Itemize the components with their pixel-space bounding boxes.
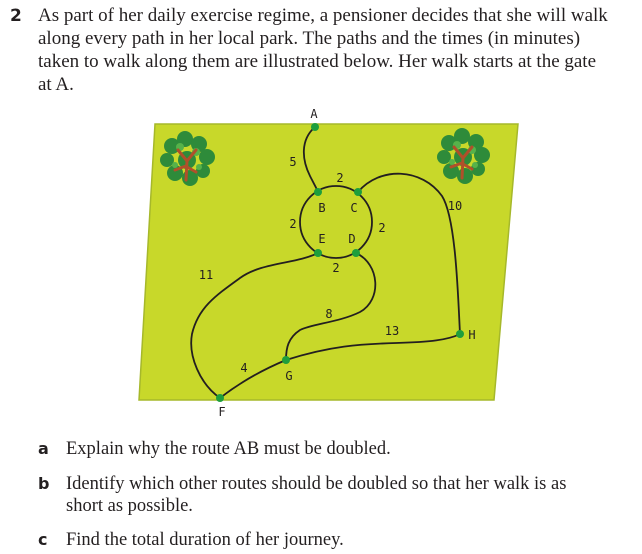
weight-GH: 13 bbox=[384, 324, 400, 338]
weight-EF: 11 bbox=[198, 268, 214, 282]
node-D bbox=[352, 249, 360, 257]
node-E bbox=[314, 249, 322, 257]
node-B bbox=[314, 188, 322, 196]
part-c bbox=[38, 529, 628, 551]
node-A bbox=[311, 123, 319, 131]
intro-line: at A. bbox=[38, 74, 74, 95]
weight-BC: 2 bbox=[336, 171, 344, 185]
part-b bbox=[38, 473, 628, 517]
part-a bbox=[38, 438, 628, 460]
weight-BE: 2 bbox=[289, 217, 297, 231]
node-H bbox=[456, 330, 464, 338]
part-label: a bbox=[38, 439, 49, 458]
weight-CH: 10 bbox=[447, 199, 463, 213]
weight-DG: 8 bbox=[325, 307, 333, 321]
part-text: Find the total duration of her journey. bbox=[66, 530, 344, 550]
part-label: c bbox=[38, 530, 48, 549]
part-label: b bbox=[38, 474, 50, 493]
part-text: short as possible. bbox=[66, 496, 193, 516]
node-G bbox=[282, 356, 290, 364]
node-label-E: E bbox=[318, 232, 326, 246]
node-F bbox=[216, 394, 224, 402]
intro-line: along every path in her local park. The paths and the times (in minutes) bbox=[38, 28, 581, 49]
part-text: Identify which other routes should be doubled so that her walk is as bbox=[66, 474, 567, 494]
weight-AB: 5 bbox=[289, 155, 297, 169]
question-number: 2 bbox=[10, 6, 22, 26]
node-label-G: G bbox=[285, 369, 293, 383]
node-label-B: B bbox=[318, 201, 326, 215]
node-C bbox=[354, 188, 362, 196]
node-label-D: D bbox=[348, 232, 356, 246]
node-label-F: F bbox=[218, 405, 226, 419]
intro-line: As part of her daily exercise regime, a pensioner decides that she will walk bbox=[38, 5, 608, 26]
node-label-C: C bbox=[350, 201, 358, 215]
weight-FG: 4 bbox=[240, 361, 248, 375]
node-label-H: H bbox=[468, 328, 476, 342]
weight-DE: 2 bbox=[332, 261, 340, 275]
part-text: Explain why the route AB must be doubled. bbox=[66, 439, 391, 459]
weight-CD: 2 bbox=[378, 221, 386, 235]
intro-line: taken to walk along them are illustrated below. Her walk starts at the gate bbox=[38, 51, 597, 72]
node-label-A: A bbox=[310, 107, 318, 121]
